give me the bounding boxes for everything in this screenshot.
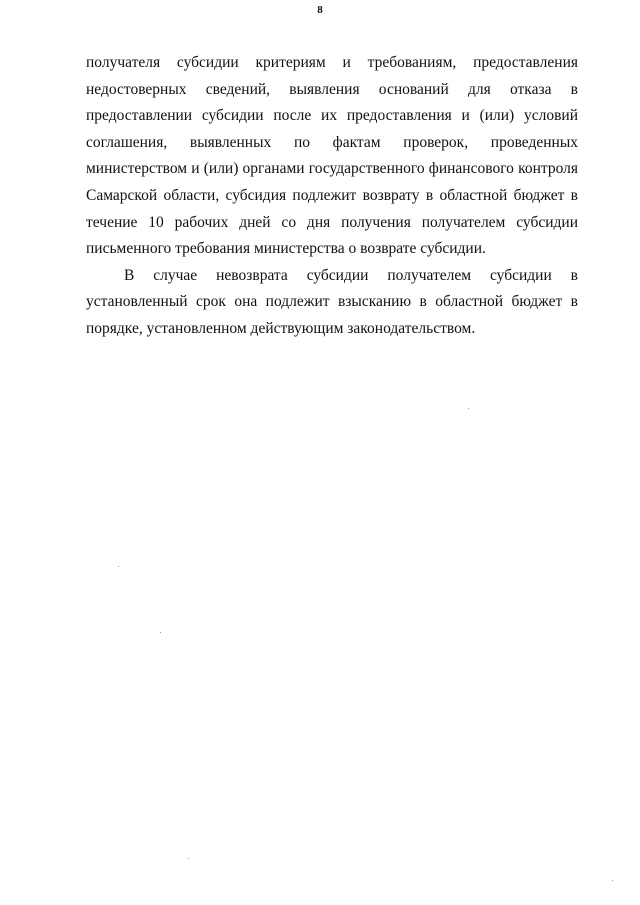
text-line: В случае невозврата субсидии получателем субсидии в [124,266,578,284]
scan-speck [118,566,119,567]
text-line: министерством и (или) органами государственного финансового контроля [86,160,578,178]
text-line: письменного требования министерства о возврате субсидии. [86,240,486,258]
page-number: 8 [317,4,323,16]
text-line: установленный срок она подлежит взысканию в областной бюджет в [86,293,578,311]
text-line: соглашения, выявленных по фактам проверок, проведенных [86,133,578,151]
text-line: течение 10 рабочих дней со дня получения получателем субсидии [86,213,578,231]
scan-speck [160,632,161,633]
paragraph-non-refund-recovery [86,263,578,343]
scan-speck [188,858,189,859]
scan-speck [612,880,613,881]
paragraph-refund-conditions [86,50,578,263]
text-line: недостоверных сведений, выявления оснований для отказа в [86,80,578,98]
text-line: предоставлении субсидии после их предоставления и (или) условий [86,107,578,125]
scan-speck [468,408,469,409]
text-line: порядке, установленном действующим законодательством. [86,319,476,337]
text-line: получателя субсидии критериям и требованиям, предоставления [86,54,578,71]
text-line: Самарской области, субсидия подлежит возврату в областной бюджет в [86,186,578,204]
document-body [86,50,578,343]
